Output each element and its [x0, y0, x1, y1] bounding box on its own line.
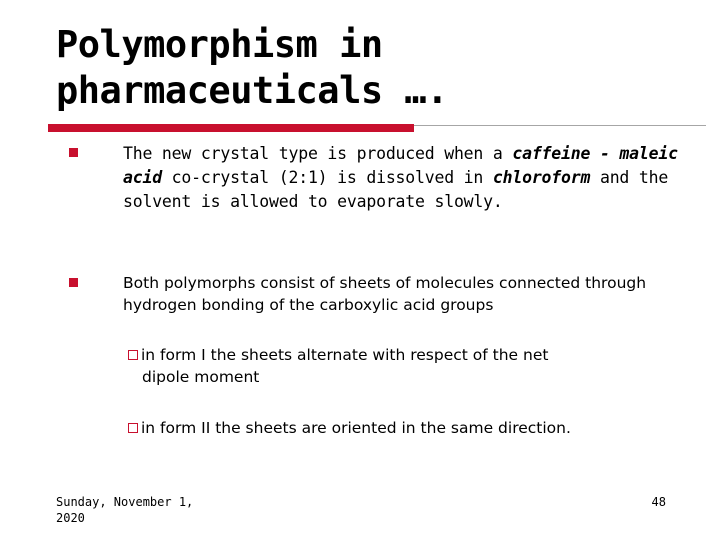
title-underline-rule	[414, 125, 706, 126]
slide-title-line1: Polymorphism in	[56, 23, 383, 66]
hollow-square-icon	[128, 423, 138, 433]
slide-title	[56, 22, 656, 114]
bullet-1-compound: caffeine - maleic acid	[123, 144, 678, 187]
footer-date-line2: 2020	[56, 511, 85, 525]
sub-bullet-1-line1: in form I the sheets alternate with respect of the net	[141, 346, 549, 364]
footer-date	[56, 494, 216, 526]
slide-title-line2: pharmaceuticals ….	[56, 69, 448, 112]
bullet-1-text-b: co-crystal (2:1) is dissolved in	[161, 168, 493, 187]
footer-date-line1: Sunday, November 1,	[56, 495, 194, 509]
bullet-paragraph-2: Both polymorphs consist of sheets of molecules connected through hydrogen bonding of the carboxylic acid groups	[123, 274, 647, 314]
bullet-square-icon	[69, 278, 78, 287]
bullet-paragraph-1	[123, 142, 683, 214]
bullet-1-text-c: and the solvent is allowed to evaporate slowly.	[123, 168, 669, 211]
sub-bullet-2	[128, 417, 668, 439]
sub-bullet-1	[128, 344, 668, 388]
hollow-square-icon	[128, 350, 138, 360]
bullet-1-solvent: chloroform	[492, 168, 591, 187]
slide-number: 48	[651, 495, 666, 509]
sub-bullet-2-line1: in form II the sheets are oriented in the same direction.	[141, 419, 571, 437]
bullet-1-text-a: The new crystal type is produced when a	[123, 144, 513, 163]
sub-bullet-1-line2: dipole moment	[142, 368, 260, 386]
bullet-square-icon	[69, 148, 78, 157]
title-underline-accent	[48, 124, 414, 132]
